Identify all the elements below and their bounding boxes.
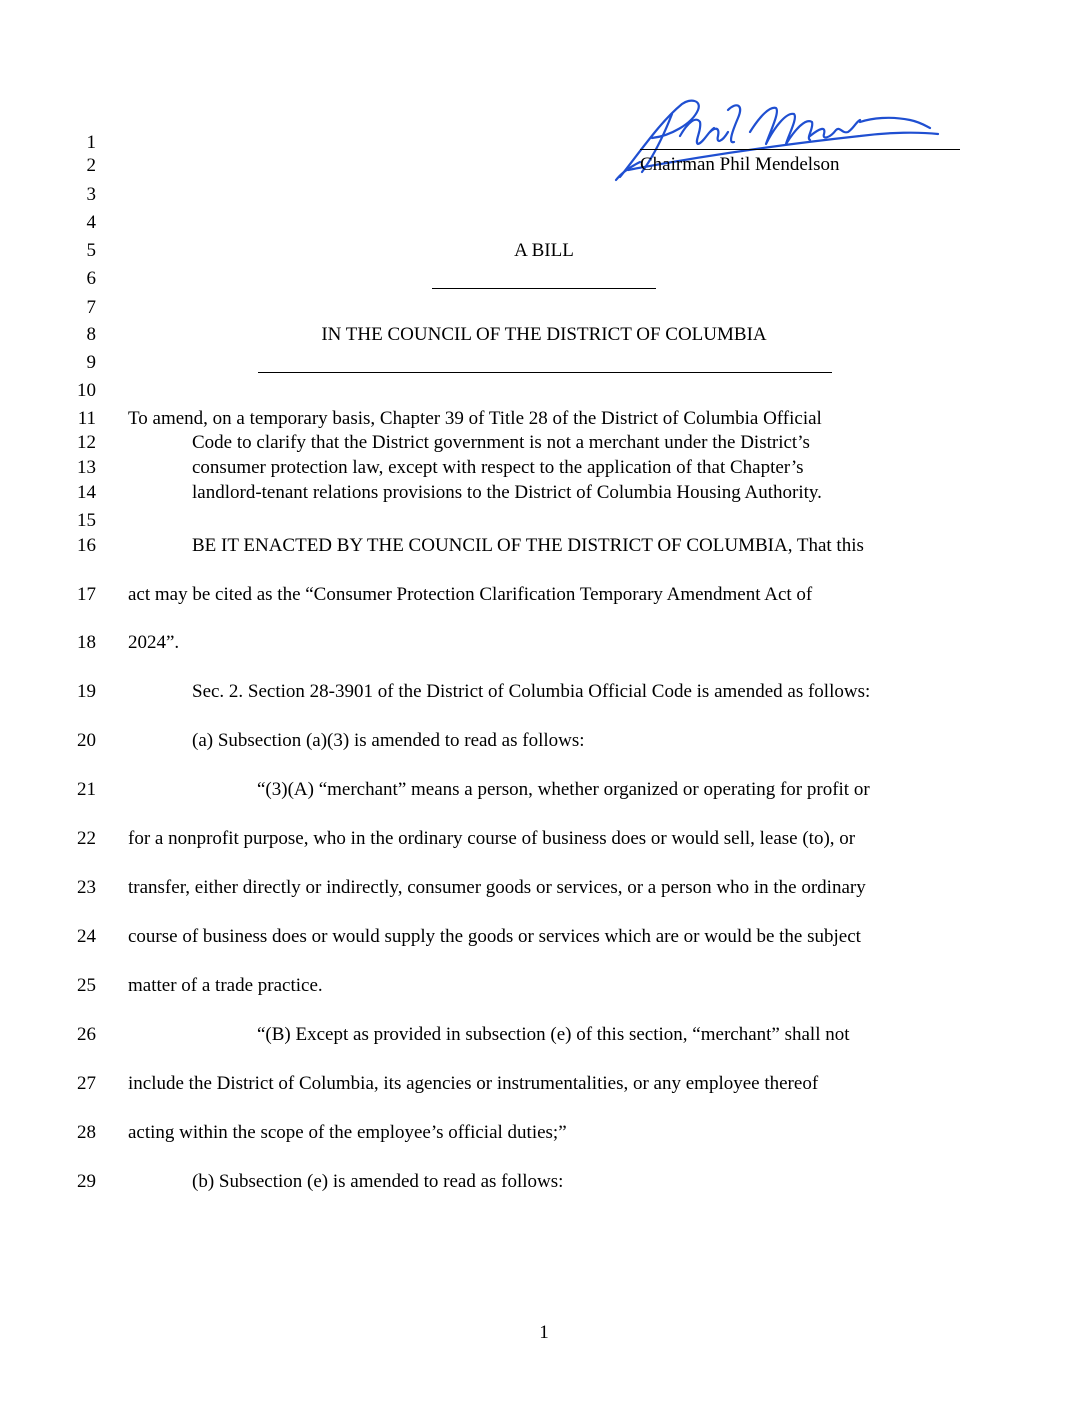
page-number: 1 — [539, 1322, 549, 1343]
line-number: 11 — [77, 408, 96, 429]
bill-label: A BILL — [514, 240, 574, 261]
body-line: (a) Subsection (a)(3) is amended to read as follows: — [192, 730, 585, 751]
line-number: 12 — [77, 432, 96, 453]
line-number: 8 — [86, 324, 96, 345]
line-number: 2 — [86, 155, 96, 176]
line-number: 28 — [77, 1122, 96, 1143]
body-line: act may be cited as the “Consumer Protection Clarification Temporary Amendment Act of — [128, 584, 813, 605]
long-title-line: To amend, on a temporary basis, Chapter 39 of Title 28 of the District of Columbia Official — [128, 408, 822, 429]
signatory-name: Chairman Phil Mendelson — [640, 154, 840, 175]
line-number: 9 — [86, 352, 96, 373]
line-number: 26 — [77, 1024, 96, 1045]
line-number: 4 — [86, 212, 96, 233]
council-heading: IN THE COUNCIL OF THE DISTRICT OF COLUMBIA — [321, 324, 767, 345]
line-number: 15 — [77, 510, 96, 531]
line-number: 25 — [77, 975, 96, 996]
line-number: 14 — [77, 482, 96, 503]
line-number: 13 — [77, 457, 96, 478]
body-line: (b) Subsection (e) is amended to read as follows: — [192, 1171, 564, 1192]
long-title-line: landlord-tenant relations provisions to the District of Columbia Housing Authority. — [192, 482, 822, 503]
bill-number-rule — [432, 288, 656, 289]
line-number: 17 — [77, 584, 96, 605]
long-title-line: Code to clarify that the District government is not a merchant under the District’s — [192, 432, 810, 453]
body-line: 2024”. — [128, 632, 180, 653]
line-number: 21 — [77, 779, 96, 800]
line-number: 22 — [77, 828, 96, 849]
body-line: transfer, either directly or indirectly, consumer goods or services, or a person who in the ordinary — [128, 877, 866, 898]
line-number: 19 — [77, 681, 96, 702]
line-number: 7 — [86, 297, 96, 318]
body-line: for a nonprofit purpose, who in the ordinary course of business does or would sell, lease (to), or — [128, 828, 856, 849]
line-number: 27 — [77, 1073, 96, 1094]
long-title-line: consumer protection law, except with respect to the application of that Chapter’s — [192, 457, 804, 478]
line-number: 24 — [77, 926, 96, 947]
line-number: 5 — [86, 240, 96, 261]
line-number: 16 — [77, 535, 96, 556]
line-number: 1 — [86, 132, 96, 153]
line-number: 3 — [86, 184, 96, 205]
signature-line — [640, 149, 960, 150]
line-number: 10 — [77, 380, 96, 401]
body-line: matter of a trade practice. — [128, 975, 323, 996]
line-number: 23 — [77, 877, 96, 898]
section-heading: Sec. 2. Section 28-3901 of the District of Columbia Official Code is amended as follows: — [192, 681, 871, 702]
body-line: course of business does or would supply the goods or services which are or would be the subject — [128, 926, 861, 947]
body-line: include the District of Columbia, its agencies or instrumentalities, or any employee thereof — [128, 1073, 819, 1094]
line-number: 18 — [77, 632, 96, 653]
council-rule — [258, 372, 832, 373]
body-line: “(3)(A) “merchant” means a person, whether organized or operating for profit or — [257, 779, 870, 800]
line-number: 6 — [86, 268, 96, 289]
line-number: 20 — [77, 730, 96, 751]
body-line: “(B) Except as provided in subsection (e) of this section, “merchant” shall not — [257, 1024, 850, 1045]
line-number: 29 — [77, 1171, 96, 1192]
body-line: acting within the scope of the employee’s official duties;” — [128, 1122, 567, 1143]
enacting-clause: BE IT ENACTED BY THE COUNCIL OF THE DISTRICT OF COLUMBIA, That this — [192, 535, 864, 556]
